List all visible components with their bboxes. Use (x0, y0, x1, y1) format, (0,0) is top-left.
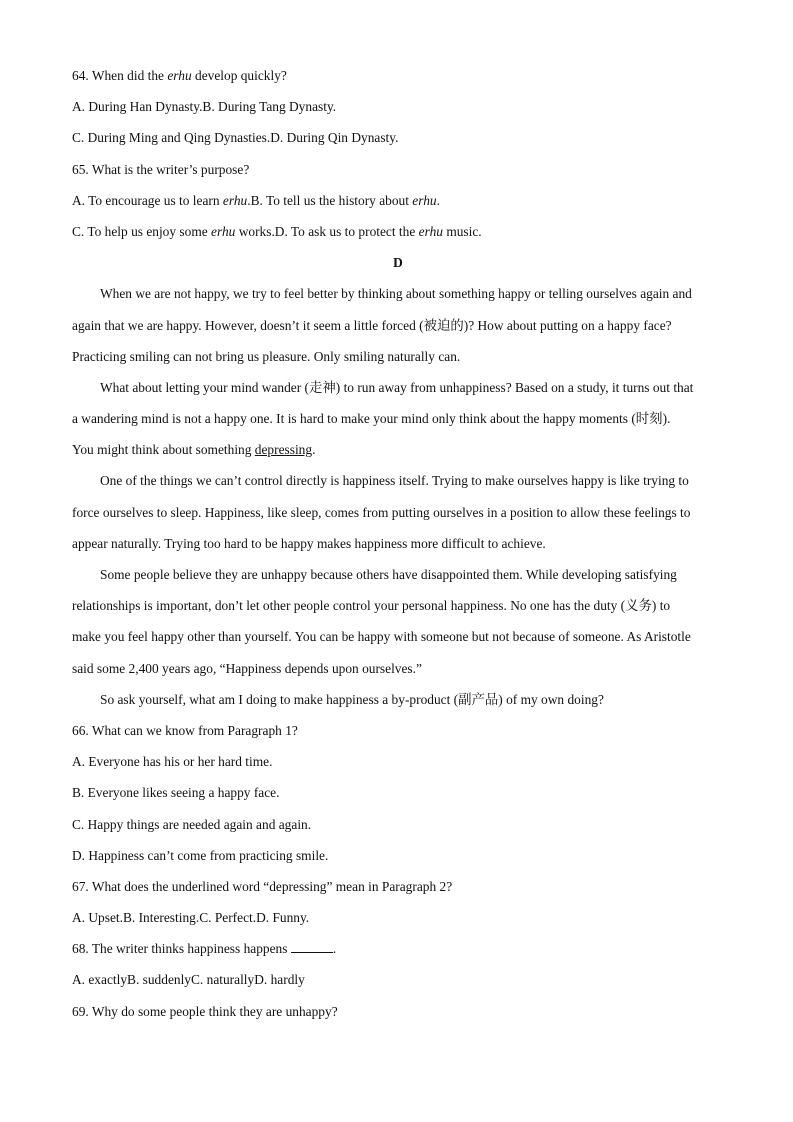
document-page (72, 64, 724, 1031)
q66-option: C. Happy things are needed again and again. (72, 816, 312, 832)
paragraph-2 (72, 376, 724, 470)
question-66: 66. What can we know from Paragraph 1? (72, 722, 298, 738)
passage-line: said some 2,400 years ago, “Happiness depends upon ourselves.” (72, 660, 422, 676)
passage-line: You might think about something depressing. (72, 442, 316, 458)
erhu-term: erhu (222, 192, 248, 208)
underlined-word: depressing (254, 442, 313, 458)
question-65: 65. What is the writer’s purpose? (72, 161, 250, 177)
q67-options: A. Upset.B. Interesting.C. Perfect.D. Funny. (72, 910, 310, 926)
question-64: 64. When did the erhu develop quickly? (72, 68, 287, 83)
paragraph-4 (72, 563, 724, 688)
q66-option: A. Everyone has his or her hard time. (72, 754, 273, 770)
question-68: 68. The writer thinks happiness happens . (72, 937, 724, 968)
erhu-term: erhu (418, 223, 443, 239)
q64-options-ab: A. During Han Dynasty.B. During Tang Dynasty. (72, 99, 337, 115)
paragraph-3 (72, 469, 724, 563)
passage-line: Some people believe they are unhappy because others have disappointed them. While developing satisfying (100, 567, 677, 582)
question-67: 67. What does the underlined word “depressing” mean in Paragraph 2? (72, 878, 453, 894)
passage-line: What about letting your mind wander (走神) to run away from unhappiness? Based on a study, it turns out that (100, 379, 694, 395)
passage-line: a wandering mind is not a happy one. It is hard to make your mind only think about the happy moments (时刻). (72, 411, 671, 427)
q66-option: D. Happiness can’t come from practicing smile. (72, 847, 329, 863)
answer-blank (291, 938, 333, 953)
erhu-term: erhu (211, 223, 236, 239)
passage-line: Practicing smiling can not bring us pleasure. Only smiling naturally can. (72, 348, 461, 364)
erhu-term: erhu (167, 68, 192, 83)
passage-line: appear naturally. Trying too hard to be happy makes happiness more difficult to achieve. (72, 535, 546, 551)
passage-line: When we are not happy, we try to feel better by thinking about something happy or telling ourselves again and (100, 286, 692, 302)
passage-line: make you feel happy other than yourself. You can be happy with someone but not because of someone. As Aristotle (72, 629, 691, 645)
q64-options-cd: C. During Ming and Qing Dynasties.D. During Qin Dynasty. (72, 130, 399, 146)
q68-options: A. exactlyB. suddenlyC. naturallyD. hardly (72, 972, 305, 988)
q65-options-ab: A. To encourage us to learn erhu.B. To tell us the history about erhu. (72, 192, 440, 208)
q66-option: B. Everyone likes seeing a happy face. (72, 785, 280, 801)
passage-line: One of the things we can’t control directly is happiness itself. Trying to make ourselves happy is like trying to (100, 473, 689, 489)
paragraph-1 (72, 282, 724, 376)
paragraph-5: So ask yourself, what am I doing to make happiness a by-product (副产品) of my own doing? (100, 691, 604, 707)
section-title: D (393, 255, 403, 271)
q65-options-cd: C. To help us enjoy some erhu works.D. To ask us to protect the erhu music. (72, 223, 482, 239)
passage-line: relationships is important, don’t let other people control your personal happiness. No one has the duty (义务) to (72, 598, 671, 614)
question-69: 69. Why do some people think they are unhappy? (72, 1003, 338, 1019)
erhu-term: erhu (412, 192, 437, 208)
passage-line: again that we are happy. However, doesn’t it seem a little forced (被迫的)? How about putting on a happy face? (72, 317, 672, 333)
passage-line: force ourselves to sleep. Happiness, like sleep, comes from putting ourselves in a position to allow these feelings to (72, 504, 691, 520)
